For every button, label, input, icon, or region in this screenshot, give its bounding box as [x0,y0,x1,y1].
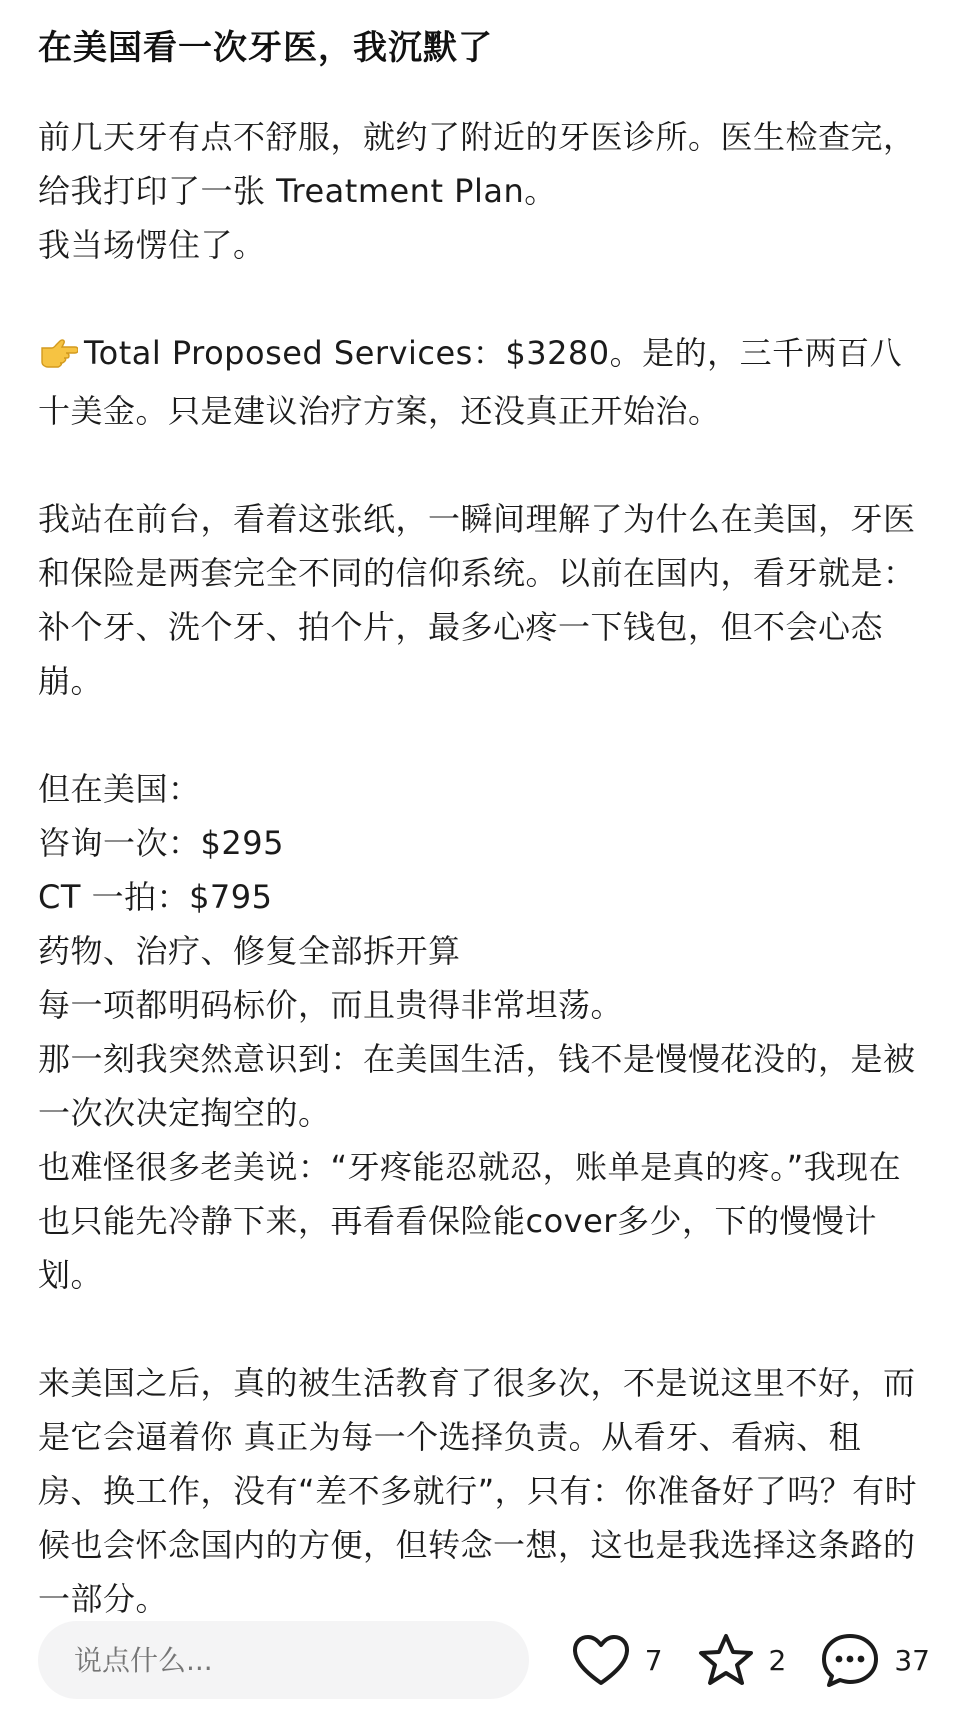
comment-input[interactable] [38,1621,529,1699]
comment-button[interactable] [820,1632,930,1688]
paragraph-total-text: Total Proposed Services：$3280。是的，三千两百八十美金。只是建议治疗方案，还没真正开始治。 [38,334,903,430]
star-icon [697,1632,755,1688]
paragraph-conclusion: 来美国之后，真的被生活教育了很多次，不是说这里不好，而是它会逼着你 真正为每一个选择负责。从看牙、看病、租房、换工作，没有“差不多就行”，只有：你准备好了吗？有时候也会怀念国内的方便，但转念一想，这也是我选择这条路的一部分。 [38,1364,918,1618]
paragraph-front-desk: 我站在前台，看着这张纸，一瞬间理解了为什么在美国，牙医和保险是两套完全不同的信仰系统。以前在国内，看牙就是：补个牙、洗个牙、拍个片，最多心疼一下钱包，但不会心态崩。 [38,500,916,700]
favorite-button[interactable] [697,1632,787,1688]
post-title: 在美国看一次牙医，我沉默了 [38,28,493,68]
action-bar [38,1620,930,1700]
post [38,0,918,1626]
like-button[interactable] [571,1633,663,1687]
chat-bubble-icon [820,1632,880,1688]
like-count: 7 [644,1643,663,1677]
comment-count: 37 [894,1643,930,1677]
paragraph-costs: 但在美国： 咨询一次：$295 CT 一拍：$795 药物、治疗、修复全部拆开算 每一项都明码标价，而且贵得非常坦荡。 那一刻我突然意识到：在美国生活，钱不是慢慢花没的，是被一次次决定掏空的。 也难怪很多老美说：“牙疼能忍就忍，账单是真的疼。”我现在也只能先冷静下来，再看看保险能cover多少，下的慢慢计划。 [38,770,916,1294]
paragraph-total [38,326,918,438]
favorite-count: 2 [768,1643,787,1677]
paragraph-gap [38,438,918,492]
paragraph-gap [38,272,918,326]
paragraph-gap [38,708,918,762]
pointing-right-hand-icon [38,330,78,384]
post-body [38,110,918,1626]
paragraph-intro: 前几天牙有点不舒服，就约了附近的牙医诊所。医生检查完，给我打印了一张 Treatment Plan。 我当场愣住了。 [38,118,916,264]
paragraph-gap [38,1302,918,1356]
heart-icon [571,1633,631,1687]
